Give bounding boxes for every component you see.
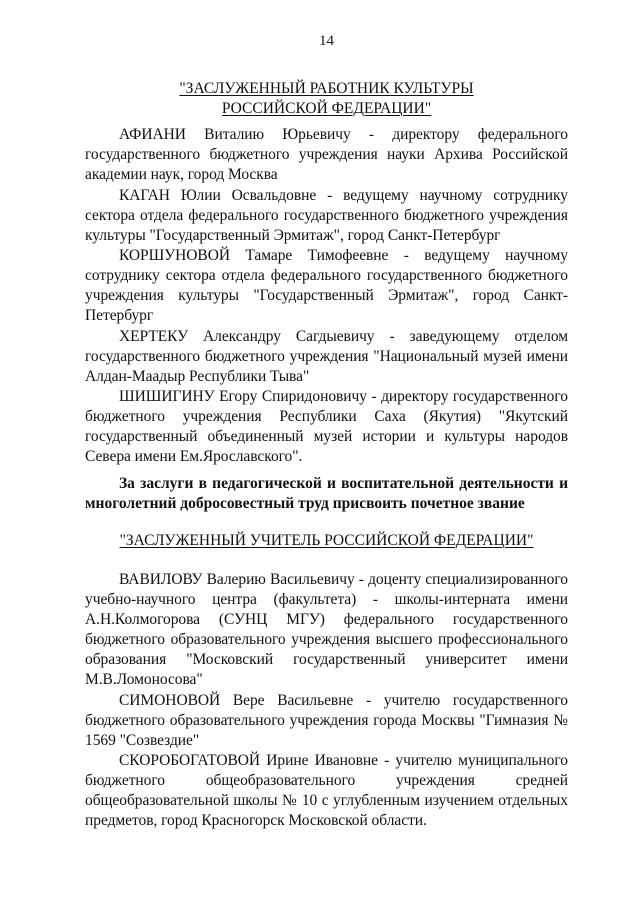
- page-number: 14: [319, 33, 334, 49]
- award-list-teacher: [85, 570, 568, 832]
- award-entry-simonova: СИМОНОВОЙ Вере Васильевне - учителю государственного бюджетного образовательного учреждения города Москвы "Гимназия № 1569 "Созвездие": [85, 691, 568, 749]
- award-entry-vavilov: ВАВИЛОВУ Валерию Васильевичу - доценту специализированного учебно-научного центра (факультета) - школы-интерната имени А.Н.Колмогорова (СУНЦ МГУ) федерального государственного бюджетного образовательного учреждения высшего профессионального образования "Московский государственный университет имени М.В.Ломоносова": [85, 571, 568, 688]
- award-title-line-1: "ЗАСЛУЖЕННЫЙ УЧИТЕЛЬ РОССИЙСКОЙ ФЕДЕРАЦИИ": [119, 532, 534, 549]
- award-entry-skorobogatova: СКОРОБОГАТОВОЙ Ирине Ивановне - учителю муниципального бюджетного общеобразовательного учреждения средней общеобразовательной школы № 10 с углубленным изучением отдельных предметов, город Красногорск Московской области.: [85, 752, 568, 829]
- award-entry-herteku: ХЕРТЕКУ Александру Сагдыевичу - заведующему отделом государственного бюджетного учреждения "Национальный музей имени Алдан-Маадыр Республики Тыва": [85, 327, 568, 385]
- award-title-culture-worker: [85, 79, 568, 119]
- award-title-line-1: "ЗАСЛУЖЕННЫЙ РАБОТНИК КУЛЬТУРЫ: [179, 80, 474, 97]
- award-list-culture-worker: [85, 125, 568, 468]
- award-entry-afiani: АФИАНИ Виталию Юрьевичу - директору федерального государственного бюджетного учреждения науки Архива Российской академии наук, город Москва: [85, 126, 568, 183]
- section-heading-pedagogy: За заслуги в педагогической и воспитательной деятельности и многолетний добросовестный труд присвоить почетное звание: [85, 475, 568, 512]
- award-title-teacher: [85, 531, 568, 551]
- award-entry-kagan: КАГАН Юлии Освальдовне - ведущему научному сотруднику сектора отдела федерального государственного бюджетного учреждения культуры "Государственный Эрмитаж", город Санкт-Петербург: [85, 186, 568, 244]
- award-title-line-2: РОССИЙСКОЙ ФЕДЕРАЦИИ": [221, 100, 432, 117]
- award-entry-korshunova: КОРШУНОВОЙ Тамаре Тимофеевне - ведущему научному сотруднику сектора отдела федерального государственного бюджетного учреждения культуры "Государственный Эрмитаж", город Санкт-Петербург: [85, 247, 568, 324]
- award-entry-shishigin: ШИШИГИНУ Егору Спиридоновичу - директору государственного бюджетного учреждения Республики Саха (Якутия) "Якутский государственный объединенный музей истории и культуры народов Севера имени Ем.Ярославского".: [85, 388, 568, 465]
